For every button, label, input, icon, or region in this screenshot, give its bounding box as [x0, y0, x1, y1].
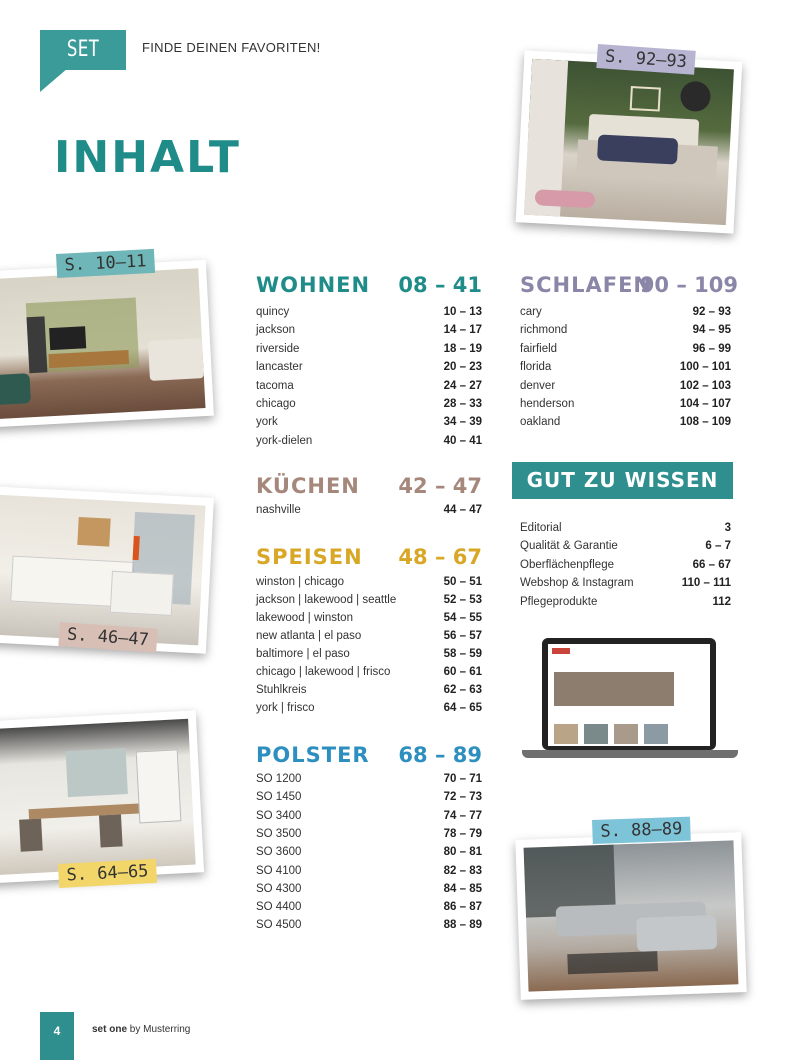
toc-row: [520, 358, 731, 376]
toc-row: [520, 303, 731, 321]
toc-entry-name: SO 4300: [256, 882, 302, 895]
toc-entry-pages: 28 – 33: [443, 398, 482, 410]
toc-entry-pages: 34 – 39: [443, 416, 482, 429]
toc-entry-name: quincy: [256, 306, 290, 318]
toc-row: [256, 591, 482, 609]
section-range-speisen: 48 – 67: [398, 545, 482, 569]
toc-entry-pages: 60 – 61: [443, 666, 482, 678]
tagline: FINDE DEINEN FAVORITEN!: [142, 40, 321, 55]
toc-row: [256, 573, 482, 591]
toc-entry-name: florida: [520, 361, 552, 374]
toc-entry-name: Editorial: [520, 522, 562, 534]
toc-entry-pages: 56 – 57: [443, 630, 482, 642]
footer-brand: [92, 1024, 190, 1035]
toc-row: [256, 377, 482, 395]
toc-entry-pages: 64 – 65: [443, 702, 482, 714]
toc-entry-pages: 80 – 81: [443, 846, 482, 859]
toc-entry-pages: 58 – 59: [443, 648, 482, 660]
toc-entry-name: SO 4100: [256, 864, 302, 877]
toc-entry-name: chicago: [256, 398, 296, 410]
toc-entry-name: SO 1450: [256, 791, 302, 804]
toc-entry-name: chicago | lakewood | frisco: [256, 666, 391, 678]
toc-row: [256, 358, 482, 376]
toc-row: [256, 699, 482, 717]
toc-entry-pages: 84 – 85: [443, 882, 482, 895]
section-range-kuechen: 42 – 47: [398, 474, 482, 498]
toc-entry-name: lakewood | winston: [256, 612, 353, 624]
toc-entry-name: oakland: [520, 416, 561, 429]
toc-entry-pages: 74 – 77: [443, 809, 482, 822]
toc-entry-name: SO 3600: [256, 846, 302, 859]
toc-row: [256, 321, 482, 339]
toc-entry-name: winston | chicago: [256, 576, 345, 588]
toc-entry-name: Oberflächenpflege: [520, 558, 614, 571]
toc-entry-name: nashville: [256, 504, 301, 516]
toc-entry-pages: 20 – 23: [443, 361, 482, 374]
toc-entry-pages: 94 – 95: [692, 324, 731, 337]
toc-entry-pages: 3: [724, 522, 731, 534]
toc-entry-name: Webshop & Instagram: [520, 577, 634, 590]
toc-entry-pages: 44 – 47: [443, 504, 482, 516]
page-tag-kitchen: S. 46–47: [58, 622, 157, 653]
toc-row: [256, 395, 482, 413]
toc-entry-pages: 18 – 19: [443, 342, 482, 355]
page-tag-living: S. 10–11: [56, 249, 155, 278]
toc-row: [256, 807, 482, 825]
section-title-schlafen: SCHLAFEN: [520, 273, 653, 297]
toc-entry-pages: 110 – 111: [681, 577, 731, 590]
toc-entry-name: riverside: [256, 342, 300, 355]
toc-row: [256, 501, 482, 519]
section-range-polster: 68 – 89: [398, 743, 482, 767]
toc-entry-name: baltimore | el paso: [256, 648, 350, 660]
toc-entry-name: henderson: [520, 398, 575, 410]
page-number: 4: [40, 1012, 74, 1060]
toc-entry-pages: 102 – 103: [679, 379, 731, 392]
section-range-schlafen: 90 – 109: [639, 273, 738, 297]
toc-entry-name: denver: [520, 379, 556, 392]
toc-row: [256, 770, 482, 788]
toc-entry-pages: 112: [712, 595, 731, 608]
section-title-kuechen: KÜCHEN: [256, 474, 360, 498]
toc-entry-name: Qualität & Garantie: [520, 540, 618, 553]
page-tag-bedroom: S. 92–93: [596, 44, 695, 75]
section-title-speisen: SPEISEN: [256, 545, 363, 569]
page-tag-sofa: S. 88–89: [592, 817, 691, 844]
toc-entry-name: york: [256, 416, 278, 429]
toc-row: [256, 413, 482, 431]
toc-row: [256, 681, 482, 699]
dining-photo: [0, 710, 204, 883]
toc-entry-name: new atlanta | el paso: [256, 630, 362, 642]
toc-row: [520, 321, 731, 339]
toc-entry-name: fairfield: [520, 342, 558, 355]
toc-entry-pages: 10 – 13: [443, 306, 482, 318]
section-title-polster: POLSTER: [256, 743, 370, 767]
section-title-wohnen: WOHNEN: [256, 273, 371, 297]
brand-logo: SET ONE: [66, 37, 100, 102]
toc-row: [256, 627, 482, 645]
footer-brand-name: set one: [92, 1024, 128, 1035]
toc-row: [256, 340, 482, 358]
toc-row: [256, 825, 482, 843]
toc-entry-pages: 88 – 89: [443, 919, 482, 932]
bedroom-photo: [516, 50, 743, 233]
toc-entry-name: SO 4400: [256, 901, 302, 914]
toc-entry-pages: 72 – 73: [443, 791, 482, 804]
toc-entry-name: SO 4500: [256, 919, 302, 932]
toc-row: [256, 916, 482, 934]
toc-entry-name: richmond: [520, 324, 568, 337]
toc-row: [256, 788, 482, 806]
toc-row: [256, 432, 482, 450]
toc-entry-pages: 92 – 93: [692, 306, 731, 318]
toc-entry-pages: 108 – 109: [679, 416, 731, 429]
toc-entry-pages: 14 – 17: [443, 324, 482, 337]
toc-row: [520, 340, 731, 358]
toc-entry-name: york-dielen: [256, 434, 313, 447]
toc-row: [520, 377, 731, 395]
toc-entry-pages: 66 – 67: [692, 558, 731, 571]
page-tag-dining: S. 64–65: [58, 859, 157, 888]
toc-row: [256, 843, 482, 861]
toc-entry-pages: 40 – 41: [443, 434, 482, 447]
laptop-image: [522, 634, 738, 760]
toc-entry-pages: 50 – 51: [443, 576, 482, 588]
toc-entry-name: lancaster: [256, 361, 303, 374]
toc-entry-name: tacoma: [256, 379, 294, 392]
toc-entry-name: SO 1200: [256, 773, 302, 785]
toc-row: [520, 395, 731, 413]
sofa-photo: [515, 832, 746, 1000]
toc-entry-pages: 70 – 71: [443, 773, 482, 785]
toc-row: [256, 862, 482, 880]
toc-entry-name: cary: [520, 306, 542, 318]
footer-brand-by: by Musterring: [129, 1024, 191, 1035]
toc-entry-pages: 24 – 27: [443, 379, 482, 392]
toc-entry-name: Pflegeprodukte: [520, 595, 598, 608]
toc-row: [520, 519, 731, 537]
toc-entry-pages: 96 – 99: [692, 342, 731, 355]
toc-row: [256, 303, 482, 321]
toc-row: [256, 898, 482, 916]
living-room-photo: [0, 260, 214, 428]
toc-entry-pages: 86 – 87: [443, 901, 482, 914]
toc-entry-pages: 62 – 63: [443, 684, 482, 696]
toc-entry-pages: 82 – 83: [443, 864, 482, 877]
toc-row: [256, 880, 482, 898]
page-title: INHALT: [54, 132, 241, 183]
toc-row: [520, 556, 731, 574]
toc-row: [256, 663, 482, 681]
toc-entry-name: jackson | lakewood | seattle: [256, 594, 397, 606]
toc-entry-name: SO 3400: [256, 809, 302, 822]
toc-row: [256, 609, 482, 627]
toc-entry-pages: 100 – 101: [679, 361, 731, 374]
toc-entry-pages: 104 – 107: [679, 398, 731, 410]
toc-row: [520, 413, 731, 431]
toc-entry-name: jackson: [256, 324, 295, 337]
toc-entry-pages: 6 – 7: [705, 540, 731, 553]
toc-entry-name: york | frisco: [256, 702, 315, 714]
section-range-wohnen: 08 – 41: [398, 273, 482, 297]
logo-bubble-tail: [40, 68, 68, 92]
toc-row: [520, 574, 731, 592]
toc-entry-name: Stuhlkreis: [256, 684, 307, 696]
toc-entry-name: SO 3500: [256, 827, 302, 840]
toc-row: [520, 537, 731, 555]
toc-entry-pages: 78 – 79: [443, 827, 482, 840]
toc-row: [256, 645, 482, 663]
section-title-gut-zu-wissen: GUT ZU WISSEN: [512, 462, 733, 499]
toc-row: [520, 593, 731, 611]
toc-entry-pages: 52 – 53: [443, 594, 482, 606]
toc-entry-pages: 54 – 55: [443, 612, 482, 624]
